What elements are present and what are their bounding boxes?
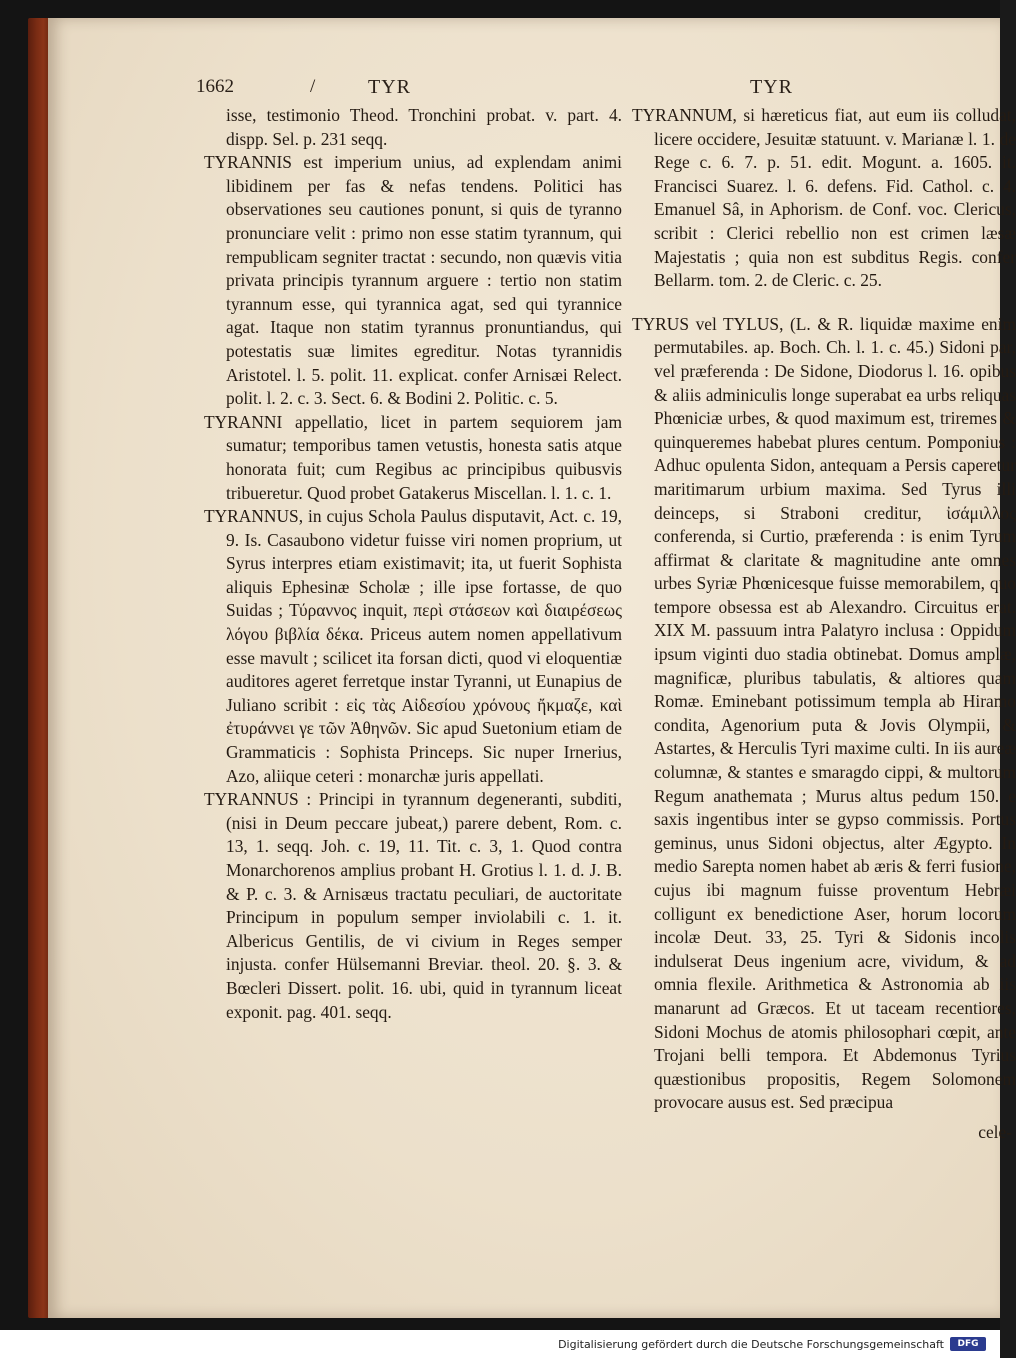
dictionary-entry bbox=[204, 411, 622, 505]
dictionary-entry bbox=[204, 505, 622, 788]
left-running-title: TYR bbox=[368, 76, 411, 98]
running-header bbox=[48, 70, 1000, 102]
book-spine-edge bbox=[28, 18, 50, 1318]
dfg-logo: DFG bbox=[950, 1337, 986, 1351]
ink-mark: / bbox=[310, 76, 316, 97]
book-page bbox=[48, 18, 1016, 1318]
entry-text: TYRANNUS, in cujus Schola Paulus disputavit, Act. c. 19, 9. Is. Casaubono videtur fuisse viri nomen proprium, ut Syrus interpres etiam existimavit; ita, ut fuerit Sophista aliquis Ephesinæ Scholæ ; ille ipse fortasse, de quo Suidas ; Τύραννος inquit, περὶ στάσεων καὶ διαιρέσεως λόγου βιβλία δέκα. Priceus autem nomen appellativum esse mavult ; scilicet ita forsan dicti, quod vi eloquentiæ auditores ageret ferretque instar Tyranni, ut Eunapius de Juliano scribit : εἰς τὰς Αἰδεσίου χρόνους ἤκμαζε, καὶ ἐτυράννει γε τῶν Ἀθηνῶν. Sic apud Suetonium etiam de Grammaticis : Sophista Princeps. Sic nuper Irnerius, Azo, aliique ceteri : monarchæ juris appellati. bbox=[204, 506, 622, 786]
right-running-title: TYR bbox=[750, 76, 793, 98]
entry-gap bbox=[632, 293, 1016, 313]
entry-text: TYRANNUS : Principi in tyrannum degeneranti, subditi, (nisi in Deum peccare jubeat,) parere debent, Rom. c. 13, 1. seqq. Joh. c. 19, 11. Tit. c. 3, 1. Quod contra Monarchorenos amplius probant H. Grotius l. 1. d. J. B. & P. c. 3. & Arnisæus tractatu peculiari, de auctoritate Principum in populum semper inviolabili c. 1. it. Albericus Gentilis, de vi civium in Reges semper injusta. confer Hülsemanni Breviar. theol. 20. §. 3. & Bœcleri Dissert. polit. 16. ubi, quid in tyrannum liceat exponit. pag. 401. seqq. bbox=[204, 789, 622, 1022]
left-column bbox=[204, 104, 622, 1024]
page-number: 1662 bbox=[196, 76, 234, 97]
right-column bbox=[632, 104, 1016, 1145]
dictionary-entry bbox=[632, 313, 1016, 1115]
dictionary-entry bbox=[204, 104, 622, 151]
dictionary-entry bbox=[632, 104, 1016, 293]
catchword: cele- bbox=[978, 1121, 1012, 1142]
dictionary-entry bbox=[204, 788, 622, 1024]
entry-text: TYRANNIS est imperium unius, ad explendam animi libidinem per fas & nefas tendens. Politici has observationes seu cautiones ponunt, si quis de tyranno pronunciare velit : primo non esse statim tyrannum, qui rempublicam segniter tractat : secundo, non quævis vitia privata principis tyrannum arguere : tertio non statim tyrannum esse, qui tyrannica agat, sed qui tyrannice agat. Itaque non statim tyrannus pronuntiandus, qui potestatis suæ limites egreditur. Notas tyrannidis Aristotel. l. 5. polit. 11. explicat. confer Arnisæi Relect. polit. l. 2. c. 3. Sect. 6. & Bodini 2. Politic. c. 5. bbox=[204, 152, 622, 409]
dictionary-entry bbox=[204, 151, 622, 411]
entry-text: isse, testimonio Theod. Tronchini probat. v. part. 4. dispp. Sel. p. 231 seqq. bbox=[226, 105, 622, 149]
entry-text: TYRANNUM, si hæreticus fiat, aut eum iis colludat, licere occidere, Jesuitæ statuunt. v. Marianæ l. 1. de Rege c. 6. 7. p. 51. edit. Mogunt. a. 1605. it. Francisci Suarez. l. 6. defens. Fid. Cathol. c. 4. Emanuel Sâ, in Aphorism. de Conf. voc. Clericus, scribit : Clerici rebellio non est crimen læsæ Majestatis ; quia non est subditus Regis. confer Bellarm. tom. 2. de Cleric. c. 25. bbox=[632, 105, 1016, 291]
entry-text: TYRANNI appellatio, licet in partem sequiorem jam sumatur; temporibus tamen vetustis, honesta satis atque honorata fuit; cum Regibus ac principibus quibusvis tribueretur. Quod probet Gatakerus Miscellan. l. 1. c. 1. bbox=[204, 411, 622, 503]
footer-bar bbox=[0, 1330, 1000, 1358]
entry-text: TYRUS vel TYLUS, (L. & R. liquidæ maxime enim permutabiles. ap. Boch. Ch. l. 1. c. 45.) Sidoni par, vel præferenda : De Sidone, Diodorus l. 16. opibus & aliis adminiculis longe superabat ea urbs reliquas Phœniciæ urbes, & quod maximum est, triremes & quinqueremes habebat plures centum. Pomponius : Adhuc opulenta Sidon, antequam a Persis caperetur maritimarum urbium maxima. Sed Tyrus illi deinceps, si Straboni creditur, ἰσάμιλλος conferenda, si Curtio, præferenda : is enim Tyrum affirmat & claritate & magnitudine ante omnes urbes Syriæ Phœnicesque fuisse memorabilem, quo tempore obsessa est ab Alexandro. Circuitus erat. XIX M. passuum intra Palatyro inclusa : Oppidum ipsum viginti duo stadia obtinebat. Domus amplæ, magnificæ, pluribus tabulatis, & altiores quam Romæ. Eminebant potissimum templa ab Hiramo condita, Agenorium puta & Jovis Olympii, & Astartes, & Herculis Tyri maxime culti. In iis aureæ columnæ, & stantes e smaragdo cippi, & multorum Regum anathemata ; Murus altus pedum 150. e saxis ingentibus inter se gypso commissis. Portus geminus, unus Sidoni objectus, alter Ægypto. In medio Sarepta nomen habet ab æris & ferri fusione, cujus ibi magnum fuisse proventum Hebræi colligunt ex benedictione Aser, horum locorum incolæ Deut. 33, 25. Tyri & Sidonis incolis indulserat Deus ingenium acre, vividum, & ad omnia flexile. Arithmetica & Astronomia ab iis manarunt ad Græcos. Et ut taceam recentiores, Sidoni Mochus de atomis philosophari cœpit, ante Trojani belli tempora. Et Abdemonus Tyrius quæstionibus propositis, Regem Solomonem provocare ausus est. Sed præcipua bbox=[632, 313, 1016, 1113]
funding-credit: Digitalisierung gefördert durch die Deutsche Forschungsgemeinschaft bbox=[558, 1338, 944, 1351]
